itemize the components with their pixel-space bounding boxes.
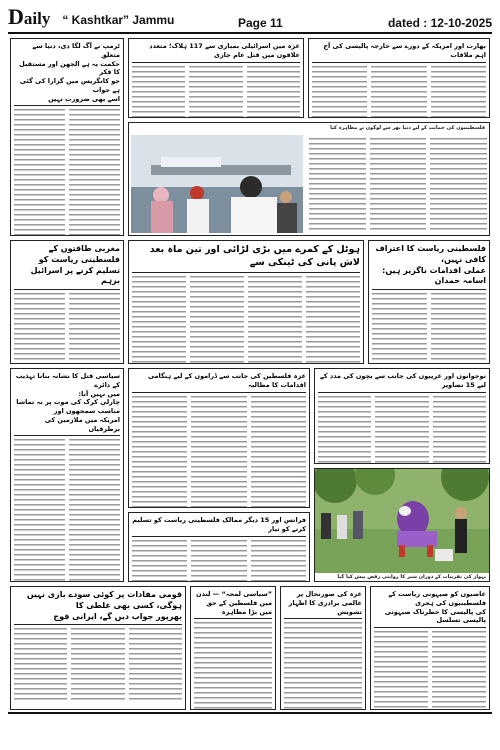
article-body [132, 395, 306, 508]
article-subhead: چارلی کرک کی موت پر نہ تماشا مناسب سمجھوں اور [16, 398, 120, 416]
body-column [132, 275, 186, 364]
article-subhead: بھرپور جواب دیں گے، ایرانی فوج [14, 612, 182, 626]
masthead-daily: Daily [8, 4, 51, 29]
article-charlie-kirk [10, 368, 124, 582]
page-number: Page 11 [238, 16, 283, 30]
article-headline: فرانس اور 15 دیگر ممالک فلسطینی ریاست کو تسلیم کرنے کو تیار [132, 516, 306, 537]
body-column [430, 137, 487, 231]
paper-name: “ Kashtkar” Jammu [62, 13, 175, 27]
body-column [318, 395, 371, 464]
article-headline: ٹرمپ نے آگ لگا دی، دنیا سے متعلق [32, 42, 120, 59]
article-gaza-dramas [128, 368, 310, 508]
article-headline: مغربی طاقتوں کے فلسطینی ریاست کو [38, 244, 120, 264]
article-lion-dance [314, 468, 490, 582]
article-headline: ”سیاسی لمحہ“ — لندن میں فلسطین کے حق میں بڑا مظاہرہ [194, 590, 272, 619]
body-column [69, 438, 120, 582]
article-western-powers [10, 240, 124, 364]
body-column [251, 539, 306, 582]
body-column [312, 65, 367, 118]
article-body [132, 65, 300, 118]
body-column [247, 65, 300, 118]
article-body [14, 292, 120, 364]
article-subhead: عملی اقدامات ناگزیر ہیں: اسامہ حمدان [372, 266, 486, 291]
article-london-rally [190, 586, 276, 710]
body-column [306, 275, 360, 364]
article-zionist-policy [370, 586, 490, 710]
article-headline: غزہ میں اسرائیلی بمباری سے 117 ہلاک؛ متعدد علاقوں میں قتل عام جاری [132, 42, 300, 63]
article-body [284, 621, 362, 710]
body-column [370, 137, 427, 231]
article-body [14, 108, 120, 236]
masthead-left [8, 4, 238, 30]
lion-dance-drawing [315, 469, 490, 573]
body-column [431, 65, 486, 118]
article-world-concern [280, 586, 366, 710]
body-column [375, 395, 428, 464]
article-headline: غزہ فلسطین کی جانب سے ڈراموں کے لیے ہنگامی اقدامات کا مطالبہ [132, 372, 306, 393]
article-body [312, 65, 486, 118]
article-headline: قومی مفادات پر کوئی سودے بازی نہیں ہوگی، کسی بھی غلطی کا [26, 590, 182, 610]
body-column [71, 627, 124, 703]
body-column [132, 395, 187, 508]
body-column [432, 630, 486, 710]
article-body [132, 275, 360, 364]
body-column [431, 292, 486, 364]
article-subhead: اسے بھی ضرورت نہیں [14, 95, 120, 107]
article-subhead: میں نہیں آتا: [78, 389, 120, 398]
article-body [318, 395, 486, 464]
article-headline: غاصبوں کو صیہونی ریاست کے فلسطینیوں کی ہجری [388, 590, 486, 607]
body-column [69, 292, 120, 364]
bottom-rule [8, 712, 492, 714]
article-headline: بھارت اور امریکہ کے دورے سے خارجہ پالیسی کی آج اہم ملاقات [312, 42, 486, 63]
body-column [14, 108, 65, 236]
article-gaza-strikes [128, 38, 304, 118]
protest-photo-drawing [131, 135, 303, 233]
body-column [284, 621, 362, 710]
body-column [248, 275, 302, 364]
photo-caption: فلسطینیوں کی حمایت کے لیے دنیا بھر سے لوگوں نے مظاہرہ کیا [330, 125, 485, 131]
article-body [372, 292, 486, 364]
body-column [14, 627, 67, 703]
article-photo-story [128, 122, 490, 236]
masthead [8, 4, 492, 34]
article-body [194, 621, 272, 710]
article-iran-army [10, 586, 186, 710]
body-column [69, 108, 120, 236]
photo-caption: تہوار کی تقریبات کے دوران شیر کا روایتی رقص پیش کیا گیا [337, 574, 486, 580]
article-subhead: کی پالیسی کا خطرناک صیہونی پالیسی تسلسل [374, 608, 486, 629]
article-body [14, 627, 182, 703]
body-column [190, 275, 244, 364]
body-column [372, 292, 427, 364]
lion-dance-photo [315, 469, 490, 573]
article-france-recognition [128, 512, 310, 582]
article-hotel-fight [128, 240, 364, 364]
body-column [14, 292, 65, 364]
article-headline: سیاسی قتل کا نشانہ بنانا تہذیب کے دائرے [15, 372, 120, 389]
article-india-us [308, 38, 490, 118]
body-column [191, 539, 246, 582]
article-body [14, 438, 120, 582]
body-column [194, 621, 272, 710]
article-subhead: تسلیم کرنے پر اسرائیل برہم [14, 266, 120, 291]
body-column [189, 65, 242, 118]
body-column [191, 395, 246, 508]
body-column [433, 395, 486, 464]
article-body [309, 137, 487, 231]
article-subhead: امریکہ میں ملازمین کی برطرفیاں [14, 416, 120, 437]
article-body [132, 539, 306, 582]
body-column [14, 438, 65, 582]
body-column [374, 630, 428, 710]
article-headline: نوجوانوں اور غریبوں کی جانب سے بچوں کی مدد کے لیے 15 تصاویر [318, 372, 486, 393]
article-osama-hamdan [368, 240, 490, 364]
body-column [132, 65, 185, 118]
body-column [309, 137, 366, 231]
body-column [371, 65, 426, 118]
protest-photo [131, 135, 303, 233]
article-body [374, 630, 486, 710]
article-youth-children [314, 368, 490, 464]
article-subhead: جو کانگریس میں گزارا کی گئی ہے جواب [19, 77, 120, 94]
article-trump [10, 38, 124, 236]
article-subhead: حکمت یہ ہے الجھن اور مستقبل کا فکر [19, 59, 120, 77]
body-column [132, 539, 187, 582]
article-headline: فلسطینی ریاست کا اعتراف کافی نہیں، [375, 244, 486, 264]
article-headline: ہوٹل کے کمرے میں بڑی لڑائی اور تین ماہ بعد لاش پانی کی ٹینکی سے [132, 244, 360, 273]
body-column [129, 627, 182, 703]
article-headline: غزہ کی صورتحال پر عالمی برادری کا اظہار تشویش [284, 590, 362, 619]
body-column [251, 395, 306, 508]
issue-date: dated : 12-10-2025 [387, 16, 492, 30]
